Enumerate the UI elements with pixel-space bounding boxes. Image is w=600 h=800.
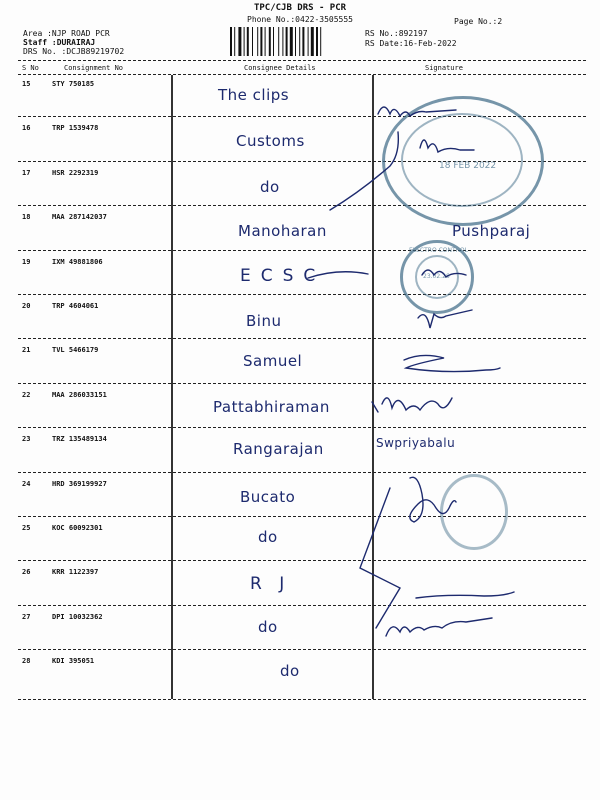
row-sno: 22 [22, 390, 31, 399]
handwritten-consignee-16: Customs [236, 132, 305, 150]
handwritten-consignee-17: do [260, 178, 280, 196]
signature-27 [386, 618, 492, 636]
handwritten-consignee-27: do [258, 618, 278, 636]
row-consignment: DPI 10032362 [52, 612, 103, 621]
signature-26-line [416, 592, 514, 598]
row-sno: 28 [22, 657, 31, 666]
signature-arrow-17 [330, 132, 398, 210]
col-sno: S No [22, 64, 39, 72]
row-consignment: HRD 369199927 [52, 479, 107, 488]
handwritten-consignee-28: do [280, 662, 300, 680]
rs-number: RS No.:892197 [365, 29, 428, 38]
signature-21 [404, 355, 500, 371]
handwritten-consignee-23: Rangarajan [233, 440, 324, 458]
phone-number: Phone No.:0422-3505555 [247, 15, 353, 24]
row-consignment: HSR 2292319 [52, 168, 99, 177]
rs-date: RS Date:16-Feb-2022 [365, 39, 457, 48]
signature-24 [410, 477, 456, 522]
handwritten-consignee-19: ECSC [240, 266, 326, 286]
row-sno: 18 [22, 213, 31, 222]
footer-rule [18, 699, 586, 700]
handwritten-consignee-20: Binu [246, 312, 282, 330]
document-title: TPC/CJB DRS - PCR [253, 3, 347, 13]
electro-stamp-label: ELECTRO CONTROL [409, 247, 468, 254]
row-sno: 24 [22, 479, 31, 488]
col-consignment: Consignment No [64, 64, 124, 72]
row-consignment: KDI 395051 [52, 657, 95, 666]
row-sno: 17 [22, 168, 31, 177]
row-consignment: TVL 5466179 [52, 346, 99, 355]
row-sno: 25 [22, 524, 31, 532]
row-consignment: KRR 1122397 [52, 568, 99, 577]
row-sno: 15 [22, 80, 31, 88]
area-label: Area :NJP ROAD PCR [23, 29, 110, 38]
handwritten-signature-18: Pushparaj [452, 222, 531, 240]
row-consignment: TRP 4604061 [52, 302, 99, 310]
col-signature: Signature [425, 64, 463, 72]
handwritten-consignee-26: R J [250, 574, 291, 594]
row-sno: 16 [22, 124, 31, 133]
row-sno: 26 [22, 568, 31, 577]
row-sno: 27 [22, 612, 31, 621]
consignee-hook-22 [372, 402, 378, 412]
staff-label: Staff :DURAIRAJ [23, 38, 96, 47]
col-consignee: Consignee Details [244, 64, 316, 72]
signature-bracket [360, 488, 400, 628]
signature-20 [418, 310, 472, 328]
customs-stamp-date: 18 FEB 2022 [439, 161, 497, 171]
signature-19 [422, 270, 466, 277]
row-sno: 23 [22, 435, 31, 444]
page-number: Page No.:2 [454, 17, 503, 26]
row-consignment: TRP 1539478 [52, 124, 99, 133]
row-consignment: TRZ 135489134 [52, 435, 107, 444]
handwritten-consignee-25: do [258, 528, 278, 546]
row-sno: 19 [22, 257, 31, 266]
signature-22 [382, 398, 452, 410]
handwritten-consignee-15: The clips [218, 86, 290, 104]
consignee-underline-19 [308, 272, 368, 278]
handwritten-consignee-18: Manoharan [238, 222, 327, 240]
handwritten-consignee-21: Samuel [243, 352, 303, 370]
row-sno: 21 [22, 346, 31, 355]
row-consignment: MAA 287142037 [52, 213, 107, 222]
row-sno: 20 [22, 302, 31, 310]
electro-stamp-date: 23.02.26 [423, 273, 450, 280]
signature-16 [420, 140, 474, 152]
handwritten-consignee-22: Pattabhiraman [213, 398, 330, 416]
signature-15 [378, 107, 456, 116]
row-consignment: KOC 60092301 [52, 524, 103, 532]
drs-number: DRS No. :DCJB89219702 [23, 47, 125, 56]
row-consignment: STY 750185 [52, 80, 95, 88]
handwritten-signature-23: Swpriyabalu [376, 436, 456, 450]
row-consignment: IXM 49881806 [52, 257, 103, 266]
row-consignment: MAA 286033151 [52, 390, 107, 399]
handwritten-consignee-24: Bucato [240, 488, 296, 506]
